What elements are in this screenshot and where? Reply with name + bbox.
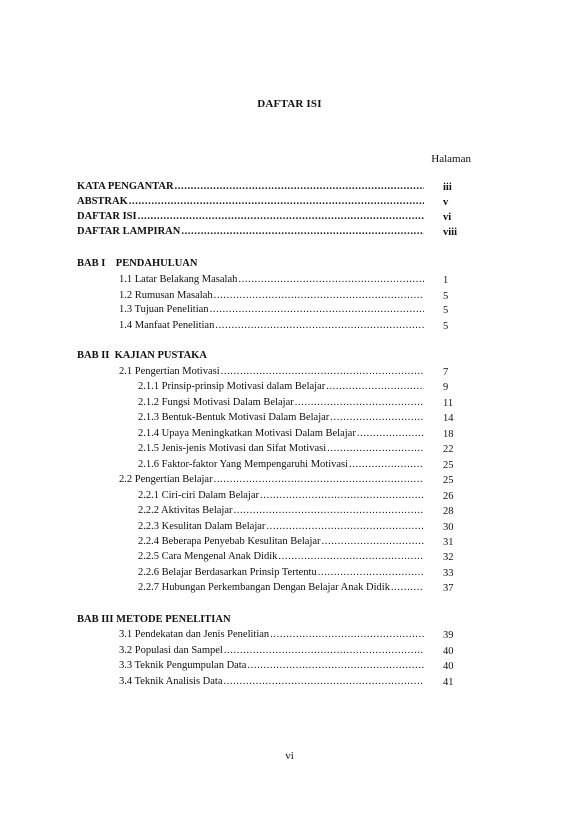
leader-dots: [330, 412, 424, 423]
leader-dots: [129, 196, 424, 207]
toc-page-number: 5: [443, 305, 449, 316]
toc-page-number: 7: [443, 367, 449, 378]
chapter-heading-bab-2: BAB II KAJIAN PUSTAKA: [77, 350, 207, 361]
toc-page-number: 5: [443, 321, 449, 332]
toc-entry: 2.1.3 Bentuk-Bentuk Motivasi Dalam Belajar .....: [138, 412, 424, 426]
toc-entry: 1.4 Manfaat Penelitian .....: [119, 320, 424, 334]
toc-page-number: 25: [443, 475, 454, 486]
toc-entry-kata-pengantar: KATA PENGANTAR .....: [77, 181, 424, 195]
toc-page-number: 22: [443, 444, 454, 455]
leader-dots: [221, 366, 424, 377]
toc-entry: 2.2.2 Aktivitas Belajar .....: [138, 505, 424, 519]
toc-page-number: 31: [443, 537, 454, 548]
toc-page-number: 28: [443, 506, 454, 517]
leader-dots: [326, 381, 424, 392]
page-title: DAFTAR ISI: [257, 98, 322, 110]
leader-dots: [223, 676, 424, 687]
toc-page-number: 1: [443, 275, 449, 286]
toc-entry: 3.3 Teknik Pengumpulan Data .....: [119, 660, 424, 674]
toc-entry: 1.3 Tujuan Penelitian .....: [119, 304, 424, 318]
toc-entry: 2.1.6 Faktor-faktor Yang Mempengaruhi Motivasi .....: [138, 459, 424, 473]
leader-dots: [214, 290, 424, 301]
leader-dots: [357, 428, 424, 439]
toc-entry: 2.1.1 Prinsip-prinsip Motivasi dalam Belajar .....: [138, 381, 424, 395]
leader-dots: [224, 645, 424, 656]
toc-entry: 2.1.2 Fungsi Motivasi Dalam Belajar .....: [138, 397, 424, 411]
toc-page-daftar-isi: vi: [443, 212, 452, 223]
leader-dots: [238, 274, 424, 285]
leader-dots: [295, 397, 424, 408]
toc-page-number: 14: [443, 413, 454, 424]
toc-entry-daftar-lampiran: DAFTAR LAMPIRAN .....: [77, 226, 424, 240]
toc-page-number: 11: [443, 398, 454, 409]
toc-entry-abstrak: ABSTRAK .....: [77, 196, 424, 210]
leader-dots: [181, 226, 424, 237]
toc-page-number: 40: [443, 646, 454, 657]
toc-entry: 2.2.3 Kesulitan Dalam Belajar .....: [138, 521, 424, 535]
toc-entry: 2.2.6 Belajar Berdasarkan Prinsip Tertentu .....: [138, 567, 424, 581]
toc-entry: 2.2 Pengertian Belajar .....: [119, 474, 424, 488]
toc-page-number: 18: [443, 429, 454, 440]
toc-page-number: 33: [443, 568, 454, 579]
leader-dots: [327, 443, 424, 454]
toc-entry: 3.1 Pendekatan dan Jenis Penelitian .....: [119, 629, 424, 643]
toc-page-number: 32: [443, 552, 454, 563]
toc-page-kata-pengantar: iii: [443, 182, 452, 193]
leader-dots: [260, 490, 424, 501]
toc-page-number: 41: [443, 677, 454, 688]
leader-dots: [234, 505, 425, 516]
chapter-heading-bab-1: BAB I PENDAHULUAN: [77, 258, 198, 269]
toc-entry: 2.2.1 Ciri-ciri Dalam Belajar .....: [138, 490, 424, 504]
leader-dots: [318, 567, 424, 578]
toc-page-number: 25: [443, 460, 454, 471]
toc-page-number: 37: [443, 583, 454, 594]
toc-entry: 3.4 Teknik Analisis Data .....: [119, 676, 424, 690]
toc-page-number: 5: [443, 291, 449, 302]
chapter-heading-bab-3: BAB III METODE PENELITIAN: [77, 614, 231, 625]
toc-page-number: 39: [443, 630, 454, 641]
toc-page-number: 40: [443, 661, 454, 672]
toc-entry-daftar-isi: DAFTAR ISI .....: [77, 211, 424, 225]
leader-dots: [266, 521, 424, 532]
leader-dots: [138, 211, 424, 222]
toc-page-number: 30: [443, 522, 454, 533]
toc-entry: 2.2.5 Cara Mengenal Anak Didik .....: [138, 551, 424, 565]
leader-dots: [247, 660, 424, 671]
leader-dots: [278, 551, 424, 562]
leader-dots: [175, 181, 424, 192]
leader-dots: [391, 582, 424, 593]
leader-dots: [210, 304, 424, 315]
toc-page-abstrak: v: [443, 197, 449, 208]
toc-entry: 2.1 Pengertian Motivasi .....: [119, 366, 424, 380]
page-number-footer: vi: [285, 750, 294, 762]
toc-entry: 3.2 Populasi dan Sampel .....: [119, 645, 424, 659]
halaman-label: Halaman: [431, 153, 471, 165]
toc-entry: 1.1 Latar Belakang Masalah .....: [119, 274, 424, 288]
leader-dots: [349, 459, 424, 470]
toc-entry: 2.1.4 Upaya Meningkatkan Motivasi Dalam Belajar .....: [138, 428, 424, 442]
toc-entry: 1.2 Rumusan Masalah .....: [119, 290, 424, 304]
toc-page-number: 26: [443, 491, 454, 502]
toc-entry: 2.1.5 Jenis-jenis Motivasi dan Sifat Motivasi .....: [138, 443, 424, 457]
toc-page-number: 9: [443, 382, 449, 393]
toc-page-daftar-lampiran: viii: [443, 227, 458, 238]
leader-dots: [215, 320, 424, 331]
toc-entry: 2.2.4 Beberapa Penyebab Kesulitan Belajar .....: [138, 536, 424, 550]
leader-dots: [270, 629, 424, 640]
leader-dots: [214, 474, 424, 485]
toc-entry: 2.2.7 Hubungan Perkembangan Dengan Belajar Anak Didik .....: [138, 582, 424, 596]
leader-dots: [322, 536, 424, 547]
